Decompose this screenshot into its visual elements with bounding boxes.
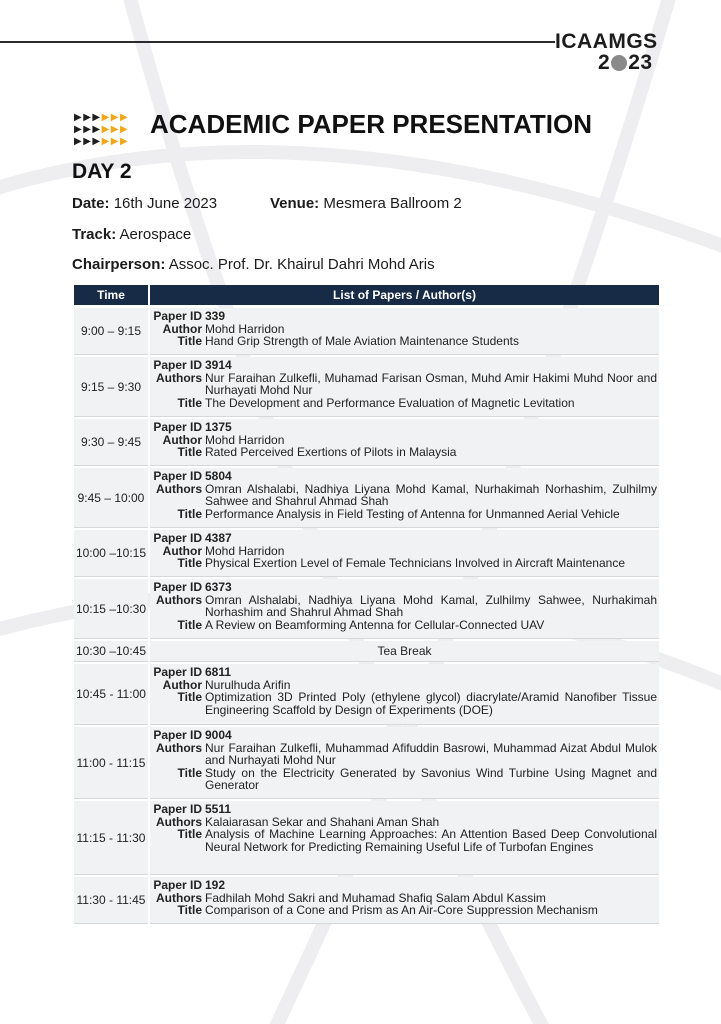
author-value: Mohd Harridon	[205, 432, 285, 447]
time-cell: 10:00 –10:15	[74, 530, 148, 577]
author-value: Kalaiarasan Sekar and Shahani Aman Shah	[205, 814, 440, 829]
paper-id-label: Paper ID	[153, 531, 202, 545]
paper-cell	[150, 419, 659, 466]
author-value: Mohd Harridon	[205, 321, 285, 336]
title-label: Title	[177, 690, 202, 704]
paper-id-label: Paper ID	[153, 358, 202, 372]
paper-id-value: 5804	[205, 469, 232, 483]
paper-cell	[150, 877, 659, 924]
author-label: Authors	[156, 740, 202, 755]
break-time-cell: 10:30 –10:45	[74, 641, 148, 662]
arrows-icon: ▶▶▶▶▶▶ ▶▶▶▶▶▶ ▶▶▶▶▶▶	[74, 112, 130, 147]
date-info: Date: 16th June 2023	[72, 195, 218, 212]
author-label: Authors	[156, 814, 202, 829]
logo-text: ICAAMGS	[555, 30, 658, 53]
paper-id-value: 192	[205, 878, 226, 892]
paper-id-label: Paper ID	[153, 469, 202, 483]
conference-logo	[555, 31, 665, 75]
time-cell: 10:45 - 11:00	[74, 664, 148, 725]
paper-id-value: 9004	[205, 728, 232, 742]
paper-id-value: 4387	[205, 531, 232, 545]
time-cell: 11:15 - 11:30	[74, 801, 148, 875]
title-label: Title	[177, 765, 202, 780]
paper-id-value: 339	[205, 309, 226, 323]
time-cell: 10:15 –10:30	[74, 579, 148, 639]
paper-cell	[150, 468, 659, 528]
time-cell: 11:30 - 11:45	[74, 877, 148, 924]
title-label: Title	[177, 556, 202, 570]
paper-id-label: Paper ID	[153, 665, 202, 679]
title-value: A Review on Beamforming Antenna for Cellular-Connected UAV	[205, 617, 545, 632]
author-value: Nur Faraihan Zulkefli, Muhammad Afifuddin Basrowi, Muhammad Aizat Abdul Mulok and Nurhayati Mohd Nur	[205, 740, 657, 767]
venue-info: Venue: Mesmera Ballroom 2	[270, 195, 462, 212]
paper-cell	[150, 801, 659, 875]
title-value: The Development and Performance Evaluation of Magnetic Levitation	[205, 395, 575, 410]
author-value: Omran Alshalabi, Nadhiya Liyana Mohd Kamal, Zulhilmy Sahwee, Nurhakimah Norhashim and Shahrul Ahmad Shah	[205, 592, 657, 619]
time-cell: 9:15 – 9:30	[74, 357, 148, 417]
title-value: Comparison of a Cone and Prism as An Air-Core Suppression Mechanism	[205, 903, 598, 917]
track-info: Track: Aerospace	[72, 226, 192, 243]
time-cell: 9:45 – 10:00	[74, 468, 148, 528]
title-value: Analysis of Machine Learning Approaches: An Attention Based Deep Convolutional Neural Network for Predicting Remaining Useful Life of Turbofan Engines	[205, 827, 657, 854]
author-label: Author	[162, 432, 202, 447]
author-label: Author	[162, 543, 202, 558]
paper-id-label: Paper ID	[153, 878, 202, 892]
paper-cell	[150, 357, 659, 417]
author-value: Omran Alshalabi, Nadhiya Liyana Mohd Kamal, Nurhakimah Norhashim, Zulhilmy Sahwee and Shahrul Ahmad Shah	[205, 481, 657, 508]
paper-cell	[150, 530, 659, 577]
paper-id-label: Paper ID	[153, 802, 202, 816]
author-value: Mohd Harridon	[205, 543, 285, 558]
paper-id-value: 3914	[205, 358, 232, 372]
paper-id-label: Paper ID	[153, 728, 202, 742]
title-value: Rated Perceived Exertions of Pilots in Malaysia	[205, 445, 457, 459]
title-label: Title	[177, 506, 202, 521]
author-value: Nurulhuda Arifin	[205, 677, 291, 692]
time-cell: 9:30 – 9:45	[74, 419, 148, 466]
page-title: ACADEMIC PAPER PRESENTATION	[150, 109, 593, 139]
title-value: Study on the Electricity Generated by Savonius Wind Turbine Using Magnet and Generator	[205, 765, 657, 792]
time-column-header: Time	[74, 285, 148, 305]
title-label: Title	[177, 827, 202, 841]
title-label: Title	[177, 903, 202, 917]
author-label: Authors	[156, 592, 202, 607]
title-label: Title	[177, 445, 202, 459]
papers-column-header: List of Papers / Author(s)	[150, 285, 659, 305]
paper-cell	[150, 664, 659, 725]
header-rule	[0, 41, 555, 43]
title-value: Optimization 3D Printed Poly (ethylene glycol) diacrylate/Aramid Nanofiber Tissue Engineering Scaffold by Design of Experiments (DOE)	[205, 690, 657, 717]
title-value: Hand Grip Strength of Male Aviation Maintenance Students	[205, 334, 519, 348]
paper-cell	[150, 727, 659, 799]
time-cell: 9:00 – 9:15	[74, 308, 148, 355]
logo-year: 2 23	[598, 51, 653, 74]
day-heading: DAY 2	[72, 160, 132, 183]
paper-id-label: Paper ID	[153, 420, 202, 434]
author-label: Author	[162, 677, 202, 692]
paper-id-value: 1375	[205, 420, 232, 434]
time-cell: 11:00 - 11:15	[74, 727, 148, 799]
paper-cell	[150, 579, 659, 639]
author-value: Fadhilah Mohd Sakri and Muhamad Shafiq Salam Abdul Kassim	[205, 890, 546, 905]
author-label: Author	[162, 321, 202, 336]
globe-icon	[611, 55, 627, 71]
author-label: Authors	[156, 890, 202, 905]
chair-info: Chairperson: Assoc. Prof. Dr. Khairul Dahri Mohd Aris	[72, 256, 435, 273]
title-label: Title	[177, 395, 202, 410]
paper-cell	[150, 308, 659, 355]
paper-id-value: 5511	[205, 802, 232, 816]
paper-id-label: Paper ID	[153, 580, 202, 594]
author-label: Authors	[156, 481, 202, 496]
paper-id-label: Paper ID	[153, 309, 202, 323]
paper-id-value: 6373	[205, 580, 232, 594]
title-label: Title	[177, 617, 202, 632]
title-value: Physical Exertion Level of Female Technicians Involved in Aircraft Maintenance	[205, 556, 625, 570]
title-label: Title	[177, 334, 202, 348]
author-value: Nur Faraihan Zulkefli, Muhamad Farisan Osman, Muhd Amir Hakimi Muhd Noor and Nurhayati Mohd Nur	[205, 370, 657, 397]
tea-break-cell: Tea Break	[150, 641, 659, 662]
paper-id-value: 6811	[205, 665, 232, 679]
author-label: Authors	[156, 370, 202, 385]
title-value: Performance Analysis in Field Testing of Antenna for Unmanned Aerial Vehicle	[205, 506, 620, 521]
